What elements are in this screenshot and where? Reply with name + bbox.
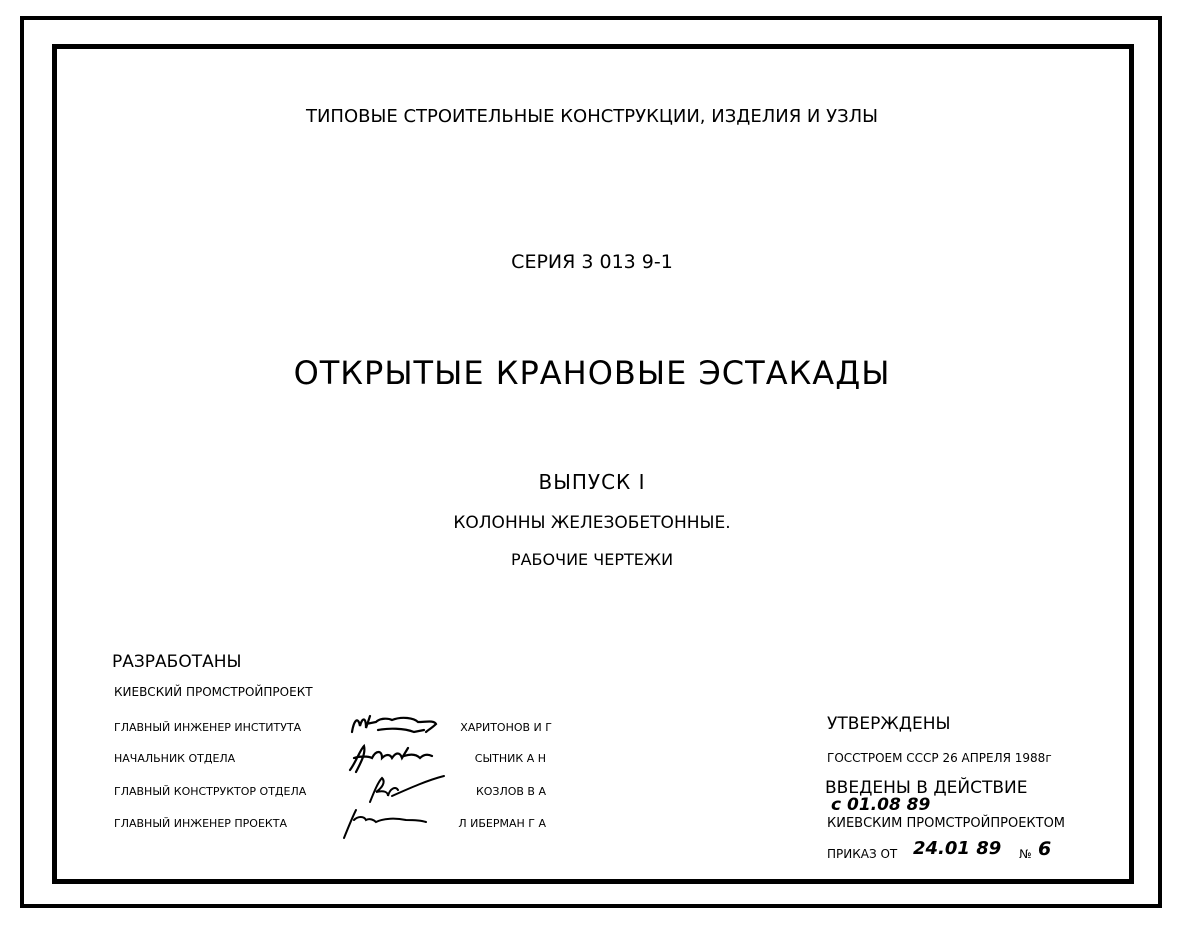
order-label: ПРИКАЗ ОТ xyxy=(827,847,898,861)
signatory-name: СЫТНИК А Н xyxy=(474,752,546,765)
subtitle-line-1: КОЛОННЫ ЖЕЛЕЗОБЕТОННЫЕ. xyxy=(453,513,731,533)
signature-liberman xyxy=(340,806,430,842)
signatory-name: ХАРИТОНОВ И Г xyxy=(460,721,552,734)
signatory-role: НАЧАЛЬНИК ОТДЕЛА xyxy=(114,752,236,765)
document-title: ОТКРЫТЫЕ КРАНОВЫЕ ЭСТАКАДЫ xyxy=(293,354,891,392)
signatory-role: ГЛАВНЫЙ ИНЖЕНЕР ПРОЕКТА xyxy=(114,817,287,830)
document-header: ТИПОВЫЕ СТРОИТЕЛЬНЫЕ КОНСТРУКЦИИ, ИЗДЕЛИЯ И УЗЛЫ xyxy=(305,106,879,127)
issue-number: ВЫПУСК I xyxy=(538,470,646,494)
signatory-role: ГЛАВНЫЙ ИНЖЕНЕР ИНСТИТУТА xyxy=(114,721,302,734)
developed-heading: РАЗРАБОТАНЫ xyxy=(112,652,242,672)
order-number-label: № xyxy=(1019,847,1032,861)
introduced-by: КИЕВСКИМ ПРОМСТРОЙПРОЕКТОМ xyxy=(827,816,1066,831)
signatory-name: КОЗЛОВ В А xyxy=(475,785,546,798)
subtitle-line-2: РАБОЧИЕ ЧЕРТЕЖИ xyxy=(510,550,674,569)
approved-heading: УТВЕРЖДЕНЫ xyxy=(827,714,951,734)
order-date: 24.01 89 xyxy=(913,838,1002,859)
developer-organization: КИЕВСКИЙ ПРОМСТРОЙПРОЕКТ xyxy=(114,685,313,699)
signatory-name: Л ИБЕРМАН Г А xyxy=(458,817,546,830)
signature-sytnik xyxy=(346,740,436,776)
series-number: СЕРИЯ 3 013 9-1 xyxy=(511,251,673,273)
introduced-date: с 01.08 89 xyxy=(831,795,931,815)
signature-kharitonov xyxy=(348,712,443,738)
signatory-role: ГЛАВНЫЙ КОНСТРУКТОР ОТДЕЛА xyxy=(114,785,307,798)
signature-kozlov xyxy=(340,772,450,808)
approved-by: ГОССТРОЕМ СССР 26 АПРЕЛЯ 1988г xyxy=(827,751,1052,765)
introduced-heading: ВВЕДЕНЫ В ДЕЙСТВИЕ xyxy=(825,778,1028,798)
order-number: 6 xyxy=(1038,838,1052,860)
